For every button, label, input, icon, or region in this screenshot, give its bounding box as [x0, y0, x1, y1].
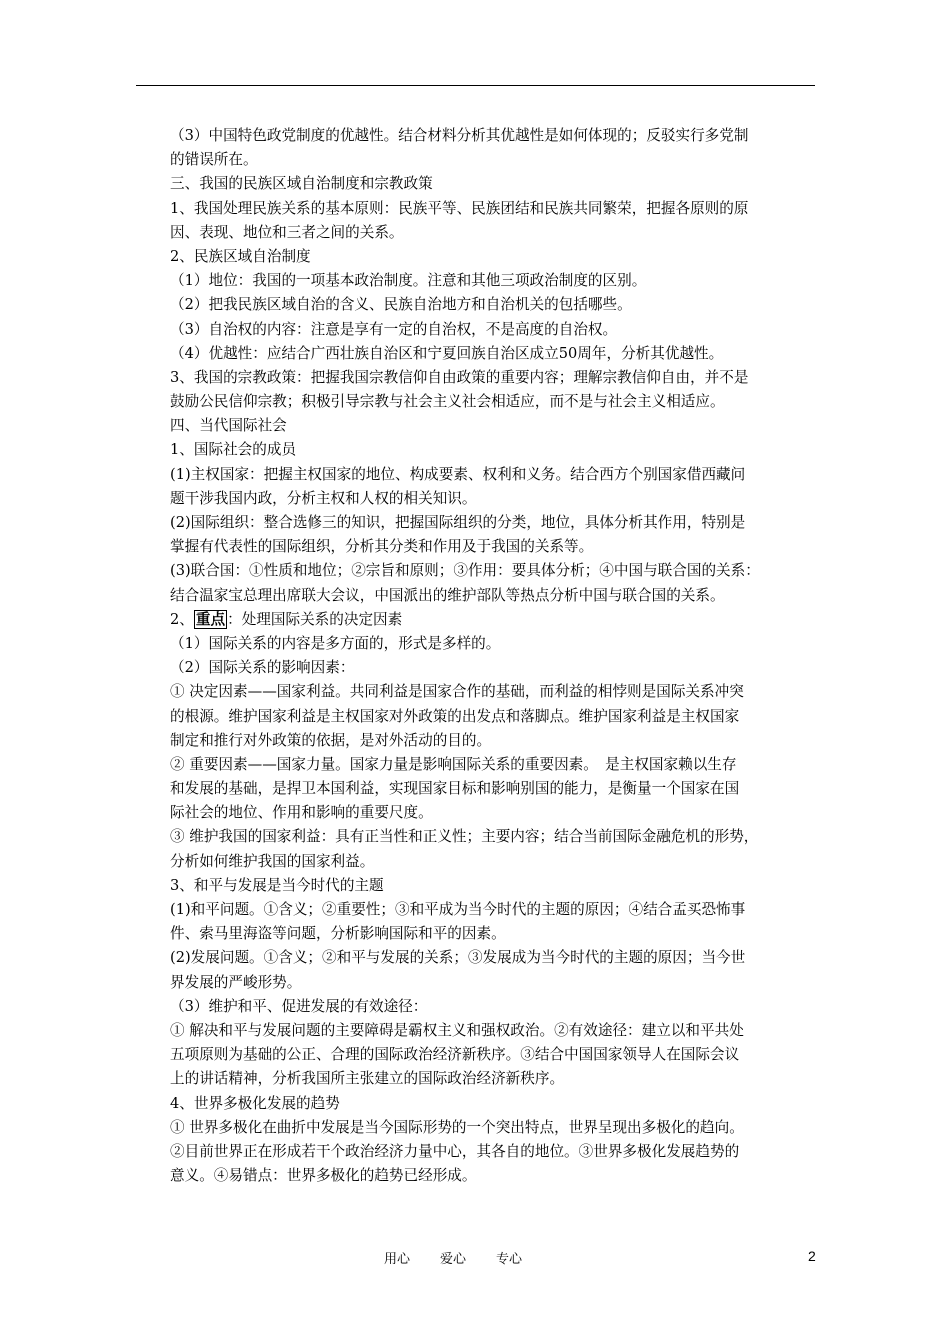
key-line-text: ：处理国际关系的决定因素 — [227, 610, 403, 628]
text-line: 2、民族区域自治制度 — [170, 247, 311, 265]
text-line: 意义。④易错点：世界多极化的趋势已经形成。 — [170, 1167, 477, 1185]
text-line: (1)和平问题。①含义；②重要性；③和平成为当今时代的主题的原因；④结合孟买恐怖事 — [170, 901, 746, 918]
text-line: (2)发展问题。①含义；②和平与发展的关系；③发展成为当今时代的主题的原因；当今世 — [170, 949, 746, 967]
text-line: （2）国际关系的影响因素： — [170, 659, 355, 677]
text-line: 1、国际社会的成员 — [170, 441, 297, 459]
text-line: ③ 维护我国的国家利益：具有正当性和正义性；主要内容；结合当前国际金融危机的形势， — [170, 828, 759, 846]
text-line: (2)国际组织：整合选修三的知识，把握国际组织的分类，地位，具体分析其作用，特别是 — [170, 514, 746, 531]
text-line: 和发展的基础，是捍卫本国利益，实现国家目标和影响别国的能力，是衡量一个国家在国 — [170, 780, 740, 798]
text-line: ① 世界多极化在曲折中发展是当今国际形势的一个突出特点，世界呈现出多极化的趋向。 — [170, 1118, 744, 1136]
text-line: 际社会的地位、作用和影响的重要尺度。 — [170, 804, 433, 822]
text-line: ① 决定因素——国家利益。共同利益是国家合作的基础，而利益的相悖则是国际关系冲突 — [170, 683, 744, 701]
text-line: （4）优越性：应结合广西壮族自治区和宁夏回族自治区成立50周年，分析其优越性。 — [170, 344, 724, 362]
key-point-line — [170, 608, 820, 632]
text-line: 分析如何维护我国的国家利益。 — [170, 852, 375, 870]
footer-motto — [384, 1248, 552, 1267]
footer-motto-1: 用心 — [384, 1252, 411, 1267]
header-rule — [136, 85, 815, 86]
text-line: ① 解决和平与发展问题的主要障碍是霸权主义和强权政治。②有效途径：建立以和平共处 — [170, 1021, 744, 1039]
text-line: 鼓励公民信仰宗教；积极引导宗教与社会主义社会相适应，而不是与社会主义相适应。 — [170, 393, 725, 411]
footer-motto-2: 爱心 — [440, 1252, 467, 1267]
text-line: （3）自治权的内容：注意是享有一定的自治权，不是高度的自治权。 — [170, 320, 618, 338]
text-line: (1)主权国家：把握主权国家的地位、构成要素、权利和义务。结合西方个别国家借西藏问 — [170, 465, 746, 483]
page-footer — [0, 1248, 950, 1268]
text-line: 题干涉我国内政，分析主权和人权的相关知识。 — [170, 489, 477, 507]
key-line-prefix: 2、 — [170, 610, 194, 628]
page-number: 2 — [808, 1248, 816, 1264]
text-line: （2）把我民族区域自治的含义、民族自治地方和自治机关的包括哪些。 — [170, 296, 632, 314]
text-line: 结合温家宝总理出席联大会议，中国派出的维护部队等热点分析中国与联合国的关系。 — [170, 586, 725, 604]
text-line: 掌握有代表性的国际组织，分析其分类和作用及于我国的关系等。 — [170, 538, 594, 556]
text-line: 件、索马里海盗等问题，分析影响国际和平的因素。 — [170, 925, 506, 943]
text-line: 3、和平与发展是当今时代的主题 — [170, 876, 384, 894]
text-line: 上的讲话精神，分析我国所主张建立的国际政治经济新秩序。 — [170, 1070, 565, 1088]
text-line: 1、我国处理民族关系的基本原则：民族平等、民族团结和民族共同繁荣，把握各原则的原 — [170, 199, 749, 217]
text-line: 四、当代国际社会 — [170, 417, 287, 435]
text-line: （1）国际关系的内容是多方面的，形式是多样的。 — [170, 634, 501, 652]
text-line: （3）维护和平、促进发展的有效途径： — [170, 997, 428, 1015]
text-line: 三、我国的民族区域自治制度和宗教政策 — [170, 175, 433, 193]
key-point-badge: 重点 — [195, 610, 226, 628]
text-line: （1）地位：我国的一项基本政治制度。注意和其他三项政治制度的区别。 — [170, 272, 647, 290]
text-line: （3）中国特色政党制度的优越性。结合材料分析其优越性是如何体现的；反驳实行多党制 — [170, 127, 749, 144]
text-line: (3)联合国：①性质和地位；②宗旨和原则；③作用：要具体分析；④中国与联合国的关系： — [170, 562, 760, 580]
text-line: ②目前世界正在形成若干个政治经济力量中心，其各自的地位。③世界多极化发展趋势的 — [170, 1142, 740, 1160]
text-line: 的根源。维护国家利益是主权国家对外政策的出发点和落脚点。维护国家利益是主权国家 — [170, 707, 740, 725]
document-body — [170, 124, 820, 1188]
text-line: ② 重要因素——国家力量。国家力量是影响国际关系的重要因素。 是主权国家赖以生存 — [170, 755, 737, 773]
text-line: 界发展的严峻形势。 — [170, 973, 302, 991]
text-line: 3、我国的宗教政策：把握我国宗教信仰自由政策的重要内容；理解宗教信仰自由，并不是 — [170, 368, 749, 386]
text-line: 五项原则为基础的公正、合理的国际政治经济新秩序。③结合中国国家领导人在国际会议 — [170, 1046, 740, 1064]
footer-motto-3: 专心 — [496, 1252, 523, 1267]
text-line: 制定和推行对外政策的依据，是对外活动的目的。 — [170, 731, 492, 749]
text-line: 的错误所在。 — [170, 151, 258, 169]
text-line: 4、世界多极化发展的趋势 — [170, 1094, 340, 1112]
text-line: 因、表现、地位和三者之间的关系。 — [170, 223, 404, 241]
